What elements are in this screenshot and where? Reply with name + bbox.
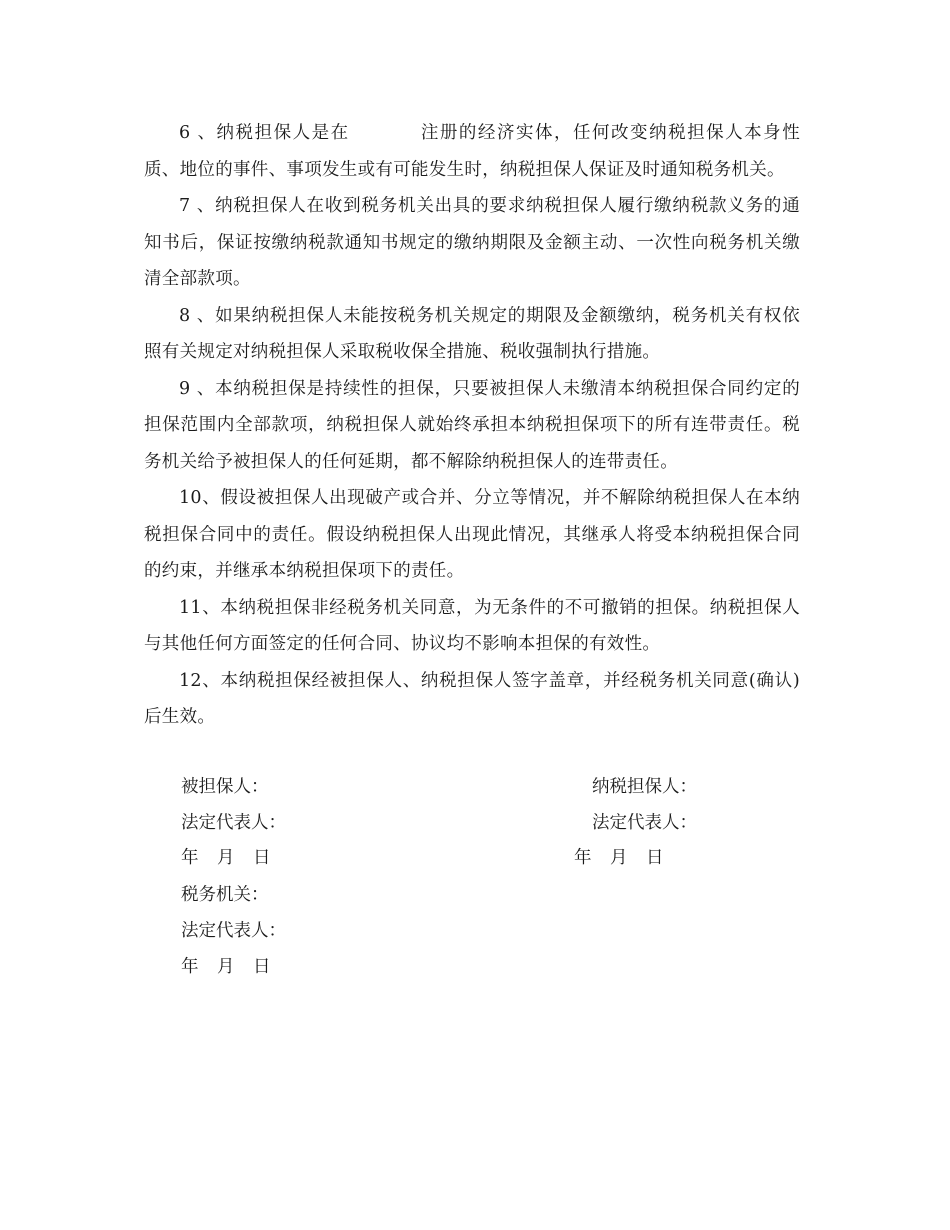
- date-year: 年: [181, 957, 199, 977]
- clause-6-text-a: 6 、纳税担保人是在: [179, 123, 350, 143]
- date-year: 年: [181, 848, 199, 868]
- date-year: 年: [574, 848, 592, 868]
- clause-7: 7 、纳税担保人在收到税务机关出具的要求纳税担保人履行缴纳税款义务的通知书后，保证按缴纳税款通知书规定的缴纳期限及金额主动、一次性向税务机关缴清全部款项。: [144, 196, 800, 289]
- date-month: 月: [610, 848, 628, 868]
- date-month: 月: [217, 848, 235, 868]
- guaranteed-party-rep-label: 法定代表人：: [181, 813, 286, 833]
- date-day: 日: [646, 848, 664, 868]
- clause-9: 9 、本纳税担保是持续性的担保，只要被担保人未缴清本纳税担保合同约定的担保范围内全部款项，纳税担保人就始终承担本纳税担保项下的所有连带责任。税务机关给予被担保人的任何延期，都不解除纳税担保人的连带责任。: [144, 378, 800, 472]
- tax-guarantor-label: 纳税担保人：: [592, 777, 697, 797]
- date-day: 日: [253, 848, 271, 868]
- tax-guarantor-date: [574, 847, 664, 869]
- clause-12: 12、本纳税担保经被担保人、纳税担保人签字盖章，并经税务机关同意(确认)后生效。: [144, 670, 800, 727]
- clause-6-text-b: 注册的经济实体，任何改变纳税担保人本身性质、地位的事件、事项发生或有可能发生时，纳税担保人保证及时通知税务机关。: [144, 123, 800, 180]
- guaranteed-party-label: 被担保人：: [181, 777, 269, 797]
- date-month: 月: [217, 957, 235, 977]
- tax-authority-rep-label: 法定代表人：: [181, 921, 286, 941]
- clause-6: [144, 115, 800, 188]
- date-day: 日: [253, 957, 271, 977]
- guaranteed-party-date: [181, 847, 271, 869]
- tax-guarantor-rep-label: 法定代表人：: [592, 813, 697, 833]
- clause-11: 11、本纳税担保非经税务机关同意，为无条件的不可撤销的担保。纳税担保人与其他任何方面签定的任何合同、协议均不影响本担保的有效性。: [144, 597, 800, 654]
- clause-8: 8 、如果纳税担保人未能按税务机关规定的期限及金额缴纳，税务机关有权依照有关规定对纳税担保人采取税收保全措施、税收强制执行措施。: [144, 305, 800, 362]
- tax-authority-label: 税务机关：: [181, 885, 269, 905]
- contract-clauses: [144, 115, 800, 736]
- clause-10: 10、假设被担保人出现破产或合并、分立等情况，并不解除纳税担保人在本纳税担保合同中的责任。假设纳税担保人出现此情况，其继承人将受本纳税担保合同的约束，并继承本纳税担保项下的责任。: [144, 488, 800, 581]
- tax-authority-date: [181, 956, 271, 978]
